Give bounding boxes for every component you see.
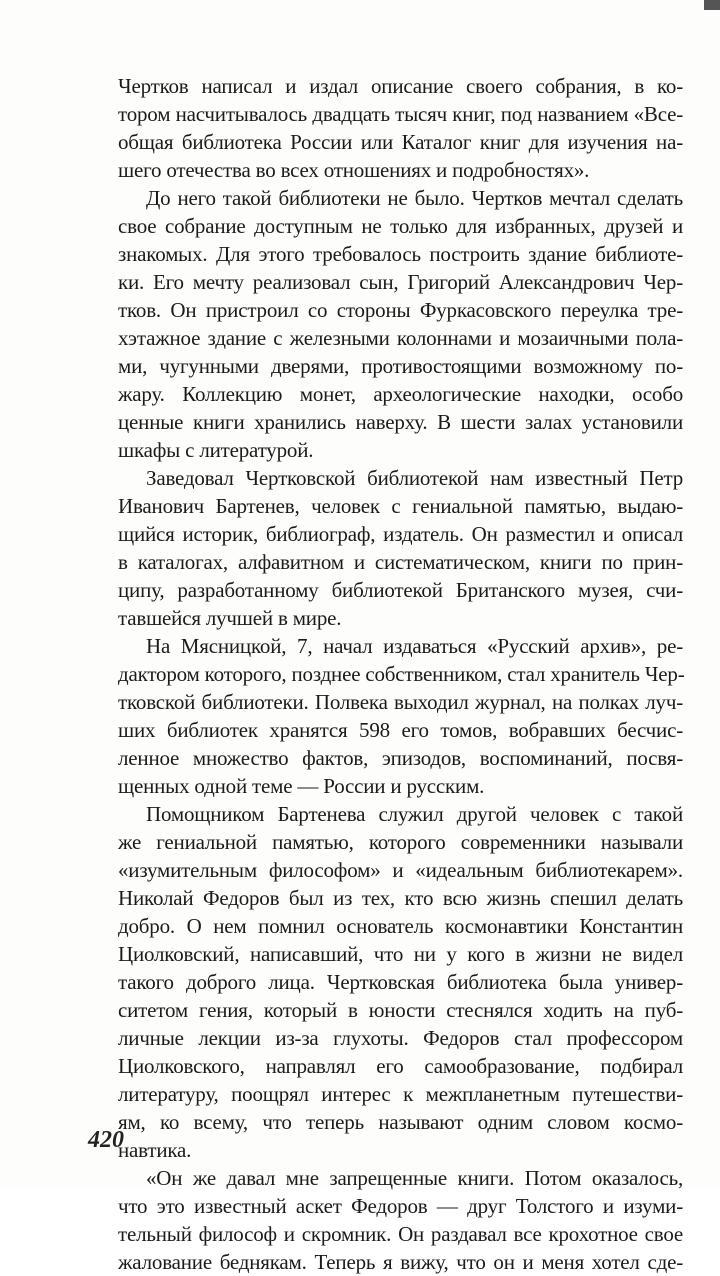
text-line: До него такой библиотеки не было. Чертков мечтал сделать	[146, 186, 683, 210]
text-line: ципу, разработанному библиотекой Британского музея, счи-	[118, 578, 683, 602]
text-line: щийся историк, библиограф, издатель. Он разместил и описал	[118, 522, 683, 546]
text-line: Циолковский, написавший, что ни у кого в жизни не видел	[118, 942, 683, 966]
text-line: Чертков написал и издал описание своего собрания, в ко-	[118, 74, 683, 98]
text-line: ценные книги хранились наверху. В шести залах установили	[118, 410, 683, 434]
text-line: же гениальной памятью, которого современники называли	[118, 830, 683, 854]
page-edge-mark	[704, 0, 720, 10]
text-line: свое собрание доступным не только для избранных, друзей и	[118, 214, 683, 238]
text-line: тковской библиотеки. Полвека выходил журнал, на полках луч-	[118, 690, 683, 714]
text-line: дактором которого, позднее собственником, стал хранитель Чер-	[118, 662, 685, 686]
text-line: хэтажное здание с железными колоннами и мозаичными пола-	[118, 326, 683, 350]
text-line: ки. Его мечту реализовал сын, Григорий Александрович Чер-	[118, 270, 683, 294]
text-line: знакомых. Для этого требовалось построить здание библиоте-	[118, 242, 683, 266]
text-line: личные лекции из-за глухоты. Федоров стал профессором	[118, 1026, 683, 1050]
text-line: ям, ко всему, что теперь называют одним словом космо-	[118, 1110, 683, 1134]
text-line: Помощником Бартенева служил другой человек с такой	[146, 802, 683, 826]
text-line: в каталогах, алфавитном и систематическом, книги по прин-	[118, 550, 683, 574]
text-line: ситетом гения, который в юности стеснялся ходить на пуб-	[118, 998, 683, 1022]
body-text	[118, 72, 683, 1276]
text-line: шего отечества во всех отношениях и подробностях».	[118, 158, 590, 182]
text-line: общая библиотека России или Каталог книг для изучения на-	[118, 130, 683, 154]
text-line: такого доброго лица. Чертковская библиотека была универ-	[118, 970, 683, 994]
text-line: жалование беднякам. Теперь я вижу, что он и меня хотел сде-	[118, 1250, 683, 1274]
text-line: тором насчитывалось двадцать тысяч книг, под названием «Все-	[118, 102, 683, 126]
text-line: Николай Федоров был из тех, кто всю жизнь спешил делать	[118, 886, 683, 910]
text-line: литературу, поощрял интерес к межпланетным путешестви-	[118, 1082, 683, 1106]
text-line: тельный философ и скромник. Он раздавал все крохотное свое	[118, 1222, 683, 1246]
text-line: «изумительным философом» и «идеальным библиотекарем».	[118, 858, 683, 882]
text-line: ленное множество фактов, эпизодов, воспоминаний, посвя-	[118, 746, 683, 770]
text-line: тков. Он пристроил со стороны Фуркасовского переулка тре-	[118, 298, 683, 322]
text-line: На Мясницкой, 7, начал издаваться «Русский архив», ре-	[146, 634, 683, 658]
text-line: Заведовал Чертковской библиотекой нам известный Петр	[146, 466, 683, 490]
text-line: что это известный аскет Федоров — друг Толстого и изуми-	[118, 1194, 683, 1218]
page-number: 420	[88, 1127, 124, 1153]
text-line: Циолковского, направлял его самообразование, подбирал	[118, 1054, 683, 1078]
text-line: ми, чугунными дверями, противостоящими возможному по-	[118, 354, 683, 378]
text-line: щенных одной теме — России и русским.	[118, 774, 485, 798]
text-line: добро. О нем помнил основатель космонавтики Константин	[118, 914, 683, 938]
text-line: шкафы с литературой.	[118, 438, 314, 462]
text-line: тавшейся лучшей в мире.	[118, 606, 342, 630]
text-line: ших библиотек хранятся 598 его томов, вобравших бесчис-	[118, 718, 683, 742]
text-line: Иванович Бартенев, человек с гениальной памятью, выдаю-	[118, 494, 683, 518]
text-line: жару. Коллекцию монет, археологические находки, особо	[118, 382, 683, 406]
text-line: «Он же давал мне запрещенные книги. Потом оказалось,	[146, 1166, 683, 1190]
text-line: навтика.	[118, 1138, 192, 1162]
